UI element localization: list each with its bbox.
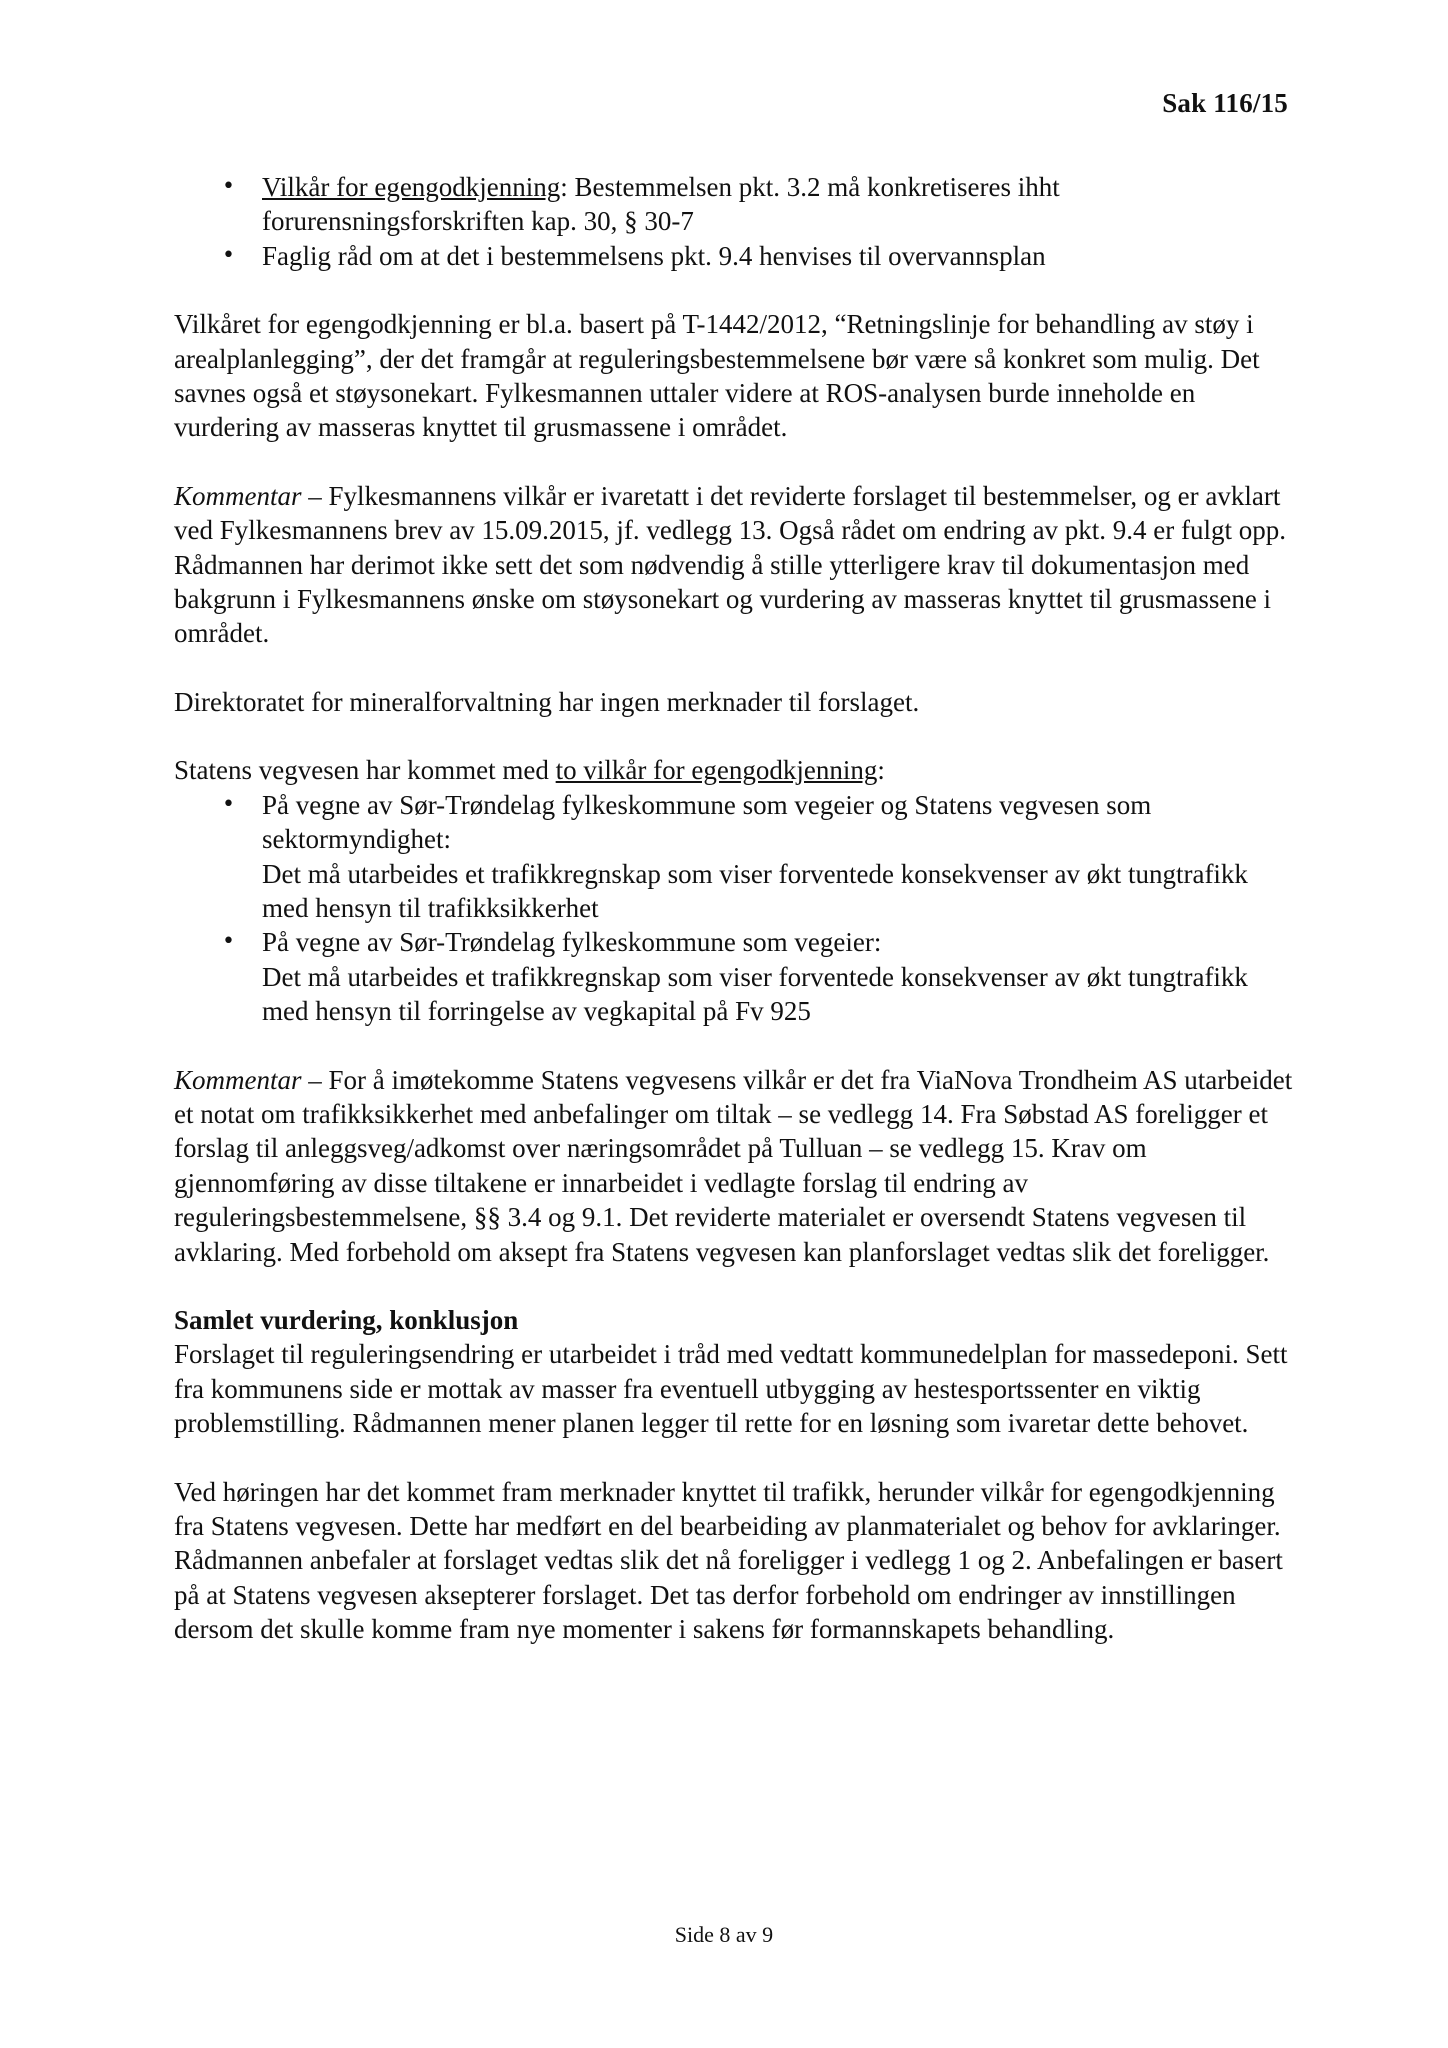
page-number: Side 8 av 9 (674, 1922, 774, 1947)
comment-paragraph (174, 1063, 1294, 1269)
list-item-text: Faglig råd om at det i bestemmelsens pkt. 9.4 henvises til overvannsplan (262, 240, 1046, 271)
intro-bullet-list (174, 170, 1294, 273)
egengodkjenning-term: Vilkår for egengodkjenning (262, 172, 561, 202)
list-item (174, 239, 1294, 273)
section-heading: Samlet vurdering, konklusjon (174, 1304, 519, 1335)
paragraph-fylkesmannen: Vilkåret for egengodkjenning er bl.a. basert på T-1442/2012, “Retningslinje for behandling av støy i arealplanlegging”, der det framgår at reguleringsbestemmelsene bør være så konkret som mulig. Det savnes også et støysonekart. Fylkesmannen uttaler videre at ROS-analysen burde inneholde en vurdering av masseras knyttet til grusmassene i området. (174, 309, 1260, 443)
list-item-heading: • På vegne av Sør-Trøndelag fylkeskommune som vegeier: (262, 927, 882, 958)
svv-bullet-list (174, 788, 1294, 1029)
comment-text: – For å imøtekomme Statens vegvesens vilkår er det fra ViaNova Trondheim AS utarbeidet et notat om trafikksikkerhet med anbefalinger om tiltak – se vedlegg 14. Fra Søbstad AS foreligger et forslag til anleggsveg/adkomst over næringsområdet på Tulluan – se vedlegg 15. Krav om gjennomføring av disse tiltakene er innarbeidet i vedlagte forslag til endring av reguleringsbestemmelsene, §§ 3.4 og 9.1. Det reviderte materialet er oversendt Statens vegvesen til avklaring. Med forbehold om aksept fra Statens vegvesen kan planforslaget vedtas slik det foreligger. (174, 1064, 1293, 1267)
list-item-body: Det må utarbeides et trafikkregnskap som viser forventede konsekvenser av økt tungtrafikk med hensyn til forringelse av vegkapital på Fv 925 (262, 961, 1248, 1027)
conclusion-paragraph: Forslaget til reguleringsendring er utarbeidet i tråd med vedtatt kommunedelplan for massedeponi. Sett fra kommunens side er mottak av masser fra eventuell utbygging av hestesportssenter en viktig problemstilling. Rådmannen mener planen legger til rette for en løsning som ivaretar dette behovet. (174, 1339, 1288, 1439)
comment-label: Kommentar (174, 480, 302, 511)
comment-label: Kommentar (174, 1064, 302, 1095)
case-number: Sak 116/15 (1162, 88, 1288, 118)
comment-text: – Fylkesmannens vilkår er ivaretatt i det reviderte forslaget til bestemmelser, og er avklart ved Fylkesmannens brev av 15.09.2015, jf. vedlegg 13. Også rådet om endring av pkt. 9.4 er fulgt opp. Rådmannen har derimot ikke sett det som nødvendig å stille ytterligere krav til dokumentasjon med bakgrunn i Fylkesmannens ønske om støysonekart og vurdering av masseras knyttet til grusmassene i området. (174, 480, 1287, 649)
comment-paragraph (174, 479, 1294, 651)
list-item (174, 788, 1294, 926)
list-item-heading: • På vegne av Sør-Trøndelag fylkeskommune som vegeier og Statens vegvesen som sektormyndighet: (262, 789, 1152, 855)
paragraph-direktoratet: Direktoratet for mineralforvaltning har ingen merknader til forslaget. (174, 686, 920, 717)
list-item-body: Det må utarbeides et trafikkregnskap som viser forventede konsekvenser av økt tungtrafikk med hensyn til trafikksikkerhet (262, 858, 1248, 923)
svv-conditions-term: to vilkår for egengodkjenning (555, 755, 878, 786)
conclusion-paragraph: Ved høringen har det kommet fram merknader knyttet til trafikk, herunder vilkår for egengodkjenning fra Statens vegvesen. Dette har medført en del bearbeiding av planmaterialet og behov for avklaringer. Rådmannen anbefaler at forslaget vedtas slik det nå foreligger i vedlegg 1 og 2. Anbefalingen er basert på at Statens vegvesen aksepterer forslaget. Det tas derfor forbehold om endringer av innstillingen dersom det skulle komme fram nye momenter i sakens før formannskapets behandling. (174, 1476, 1283, 1645)
document-body (174, 170, 1294, 1647)
list-item-text: : Bestemmelsen pkt. 3.2 må konkretiseres ihht forurensningsforskriften kap. 30, § 30-7 (262, 172, 1060, 237)
svv-intro: Statens vegvesen har kommet med to vilkår for egengodkjenning: (174, 755, 885, 786)
list-item (174, 170, 1294, 239)
list-item (174, 925, 1294, 1028)
